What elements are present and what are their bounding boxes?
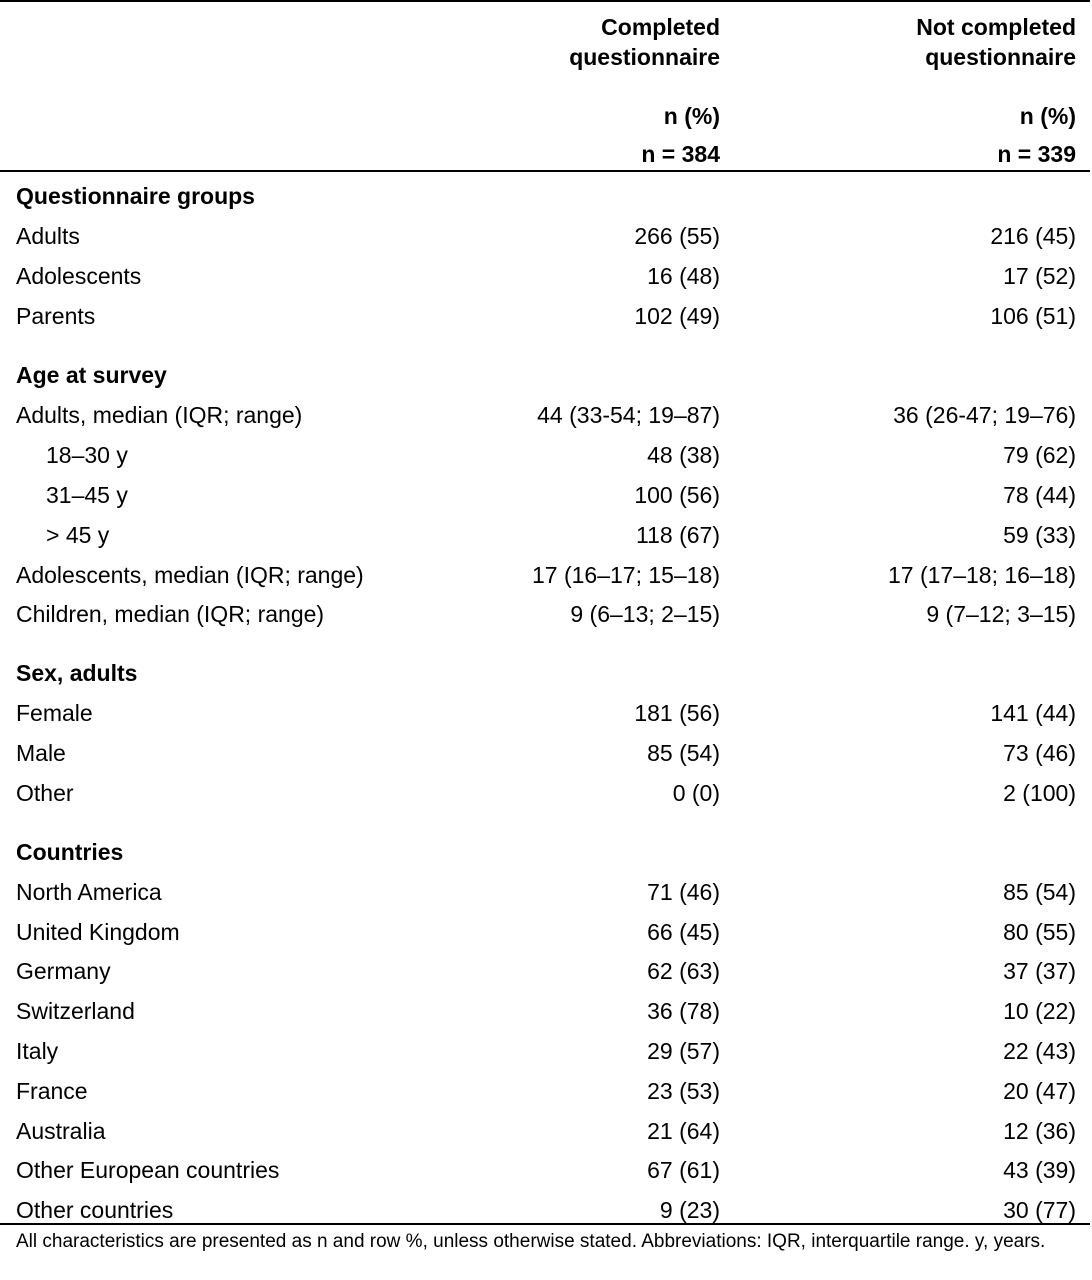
table-row	[0, 1071, 1092, 1111]
table-row	[0, 216, 1092, 256]
table-footnote: All characteristics are presented as n and row %, unless otherwise stated. Abbreviations: IQR, interquartile range. y, years.	[16, 1231, 1046, 1252]
not-completed-header-line1: Not completed	[916, 14, 1076, 40]
completed-value: 67 (61)	[647, 1157, 720, 1183]
not-completed-value: 141 (44)	[990, 700, 1076, 726]
completed-value: 71 (46)	[647, 879, 720, 905]
table-row	[0, 256, 1092, 296]
completed-value: 181 (56)	[634, 700, 720, 726]
row-label: Switzerland	[16, 998, 135, 1024]
completed-value: 266 (55)	[634, 223, 720, 249]
not-completed-value: 9 (7–12; 3–15)	[926, 601, 1076, 627]
not-completed-value: 85 (54)	[1003, 879, 1076, 905]
row-label: United Kingdom	[16, 919, 180, 945]
not-completed-value: 20 (47)	[1003, 1078, 1076, 1104]
completed-value: 100 (56)	[634, 482, 720, 508]
section-sex-adults	[0, 653, 1092, 693]
row-label: Adults	[16, 223, 80, 249]
table-row	[0, 1031, 1092, 1071]
row-label: Other European countries	[16, 1157, 280, 1183]
row-label: Children, median (IQR; range)	[16, 601, 325, 627]
row-label: Parents	[16, 303, 96, 329]
completed-value: 36 (78)	[647, 998, 720, 1024]
not-completed-value: 17 (52)	[1003, 263, 1076, 289]
row-label: Adolescents, median (IQR; range)	[16, 562, 364, 588]
not-completed-value: 37 (37)	[1003, 958, 1076, 984]
row-label: Female	[16, 700, 93, 726]
completed-header	[569, 12, 720, 72]
table-row	[0, 693, 1092, 733]
table-row	[0, 773, 1092, 813]
completed-n: n = 384	[641, 141, 720, 167]
not-completed-value: 106 (51)	[990, 303, 1076, 329]
completed-value: 62 (63)	[647, 958, 720, 984]
section-countries	[0, 832, 1092, 872]
table-row	[0, 1111, 1092, 1151]
table-row	[0, 555, 1092, 595]
not-completed-value: 30 (77)	[1003, 1197, 1076, 1223]
section-title: Questionnaire groups	[16, 183, 255, 209]
row-label: Other countries	[16, 1197, 174, 1223]
not-completed-value: 36 (26-47; 19–76)	[893, 402, 1076, 428]
section-title: Age at survey	[16, 362, 167, 388]
completed-header-line2: questionnaire	[569, 44, 720, 70]
section-age-at-survey	[0, 355, 1092, 395]
row-label: Germany	[16, 958, 111, 984]
row-label: Male	[16, 740, 66, 766]
row-label: Adolescents	[16, 263, 142, 289]
row-label: Other	[16, 780, 74, 806]
table-row	[0, 872, 1092, 912]
not-completed-value: 216 (45)	[990, 223, 1076, 249]
row-label: France	[16, 1078, 88, 1104]
completed-value: 0 (0)	[672, 780, 720, 806]
row-label: Adults, median (IQR; range)	[16, 402, 303, 428]
not-completed-value: 73 (46)	[1003, 740, 1076, 766]
row-label: > 45 y	[46, 522, 110, 548]
not-completed-value: 10 (22)	[1003, 998, 1076, 1024]
not-completed-value: 78 (44)	[1003, 482, 1076, 508]
not-completed-value: 22 (43)	[1003, 1038, 1076, 1064]
not-completed-header	[916, 12, 1076, 72]
section-title: Sex, adults	[16, 660, 138, 686]
completed-value: 23 (53)	[647, 1078, 720, 1104]
not-completed-header-line2: questionnaire	[925, 44, 1076, 70]
not-completed-value: 79 (62)	[1003, 442, 1076, 468]
not-completed-value: 17 (17–18; 16–18)	[888, 562, 1076, 588]
table-row	[0, 435, 1092, 475]
table-row	[0, 475, 1092, 515]
completed-value: 16 (48)	[647, 263, 720, 289]
section-title: Countries	[16, 839, 124, 865]
row-label: 18–30 y	[46, 442, 128, 468]
row-label: 31–45 y	[46, 482, 128, 508]
not-completed-value: 12 (36)	[1003, 1118, 1076, 1144]
not-completed-n: n = 339	[997, 141, 1076, 167]
completed-value: 9 (23)	[659, 1197, 720, 1223]
completed-value: 66 (45)	[647, 919, 720, 945]
completed-unit: n (%)	[663, 103, 720, 129]
header-rule	[0, 170, 1090, 172]
not-completed-value: 80 (55)	[1003, 919, 1076, 945]
table-row	[0, 951, 1092, 991]
not-completed-value: 59 (33)	[1003, 522, 1076, 548]
table-row	[0, 1150, 1092, 1190]
table-row	[0, 912, 1092, 952]
table-bottom-rule	[0, 1223, 1090, 1225]
completed-value: 9 (6–13; 2–15)	[570, 601, 720, 627]
completed-value: 44 (33-54; 19–87)	[537, 402, 720, 428]
table-row	[0, 515, 1092, 555]
completed-value: 118 (67)	[636, 522, 720, 548]
row-label: Italy	[16, 1038, 59, 1064]
completed-header-line1: Completed	[601, 14, 720, 40]
completed-value: 48 (38)	[647, 442, 720, 468]
table-row	[0, 395, 1092, 435]
table-row	[0, 296, 1092, 336]
section-questionnaire-groups	[0, 176, 1092, 216]
completed-value: 21 (64)	[647, 1118, 720, 1144]
table-row	[0, 594, 1092, 634]
row-label: North America	[16, 879, 162, 905]
completed-value: 85 (54)	[647, 740, 720, 766]
row-label: Australia	[16, 1118, 106, 1144]
table-row	[0, 991, 1092, 1031]
completed-value: 17 (16–17; 15–18)	[532, 562, 720, 588]
not-completed-value: 2 (100)	[1003, 780, 1076, 806]
completed-value: 102 (49)	[634, 303, 720, 329]
not-completed-unit: n (%)	[1019, 103, 1076, 129]
table-row	[0, 733, 1092, 773]
completed-value: 29 (57)	[647, 1038, 720, 1064]
not-completed-value: 43 (39)	[1003, 1157, 1076, 1183]
table-top-rule	[0, 0, 1090, 2]
